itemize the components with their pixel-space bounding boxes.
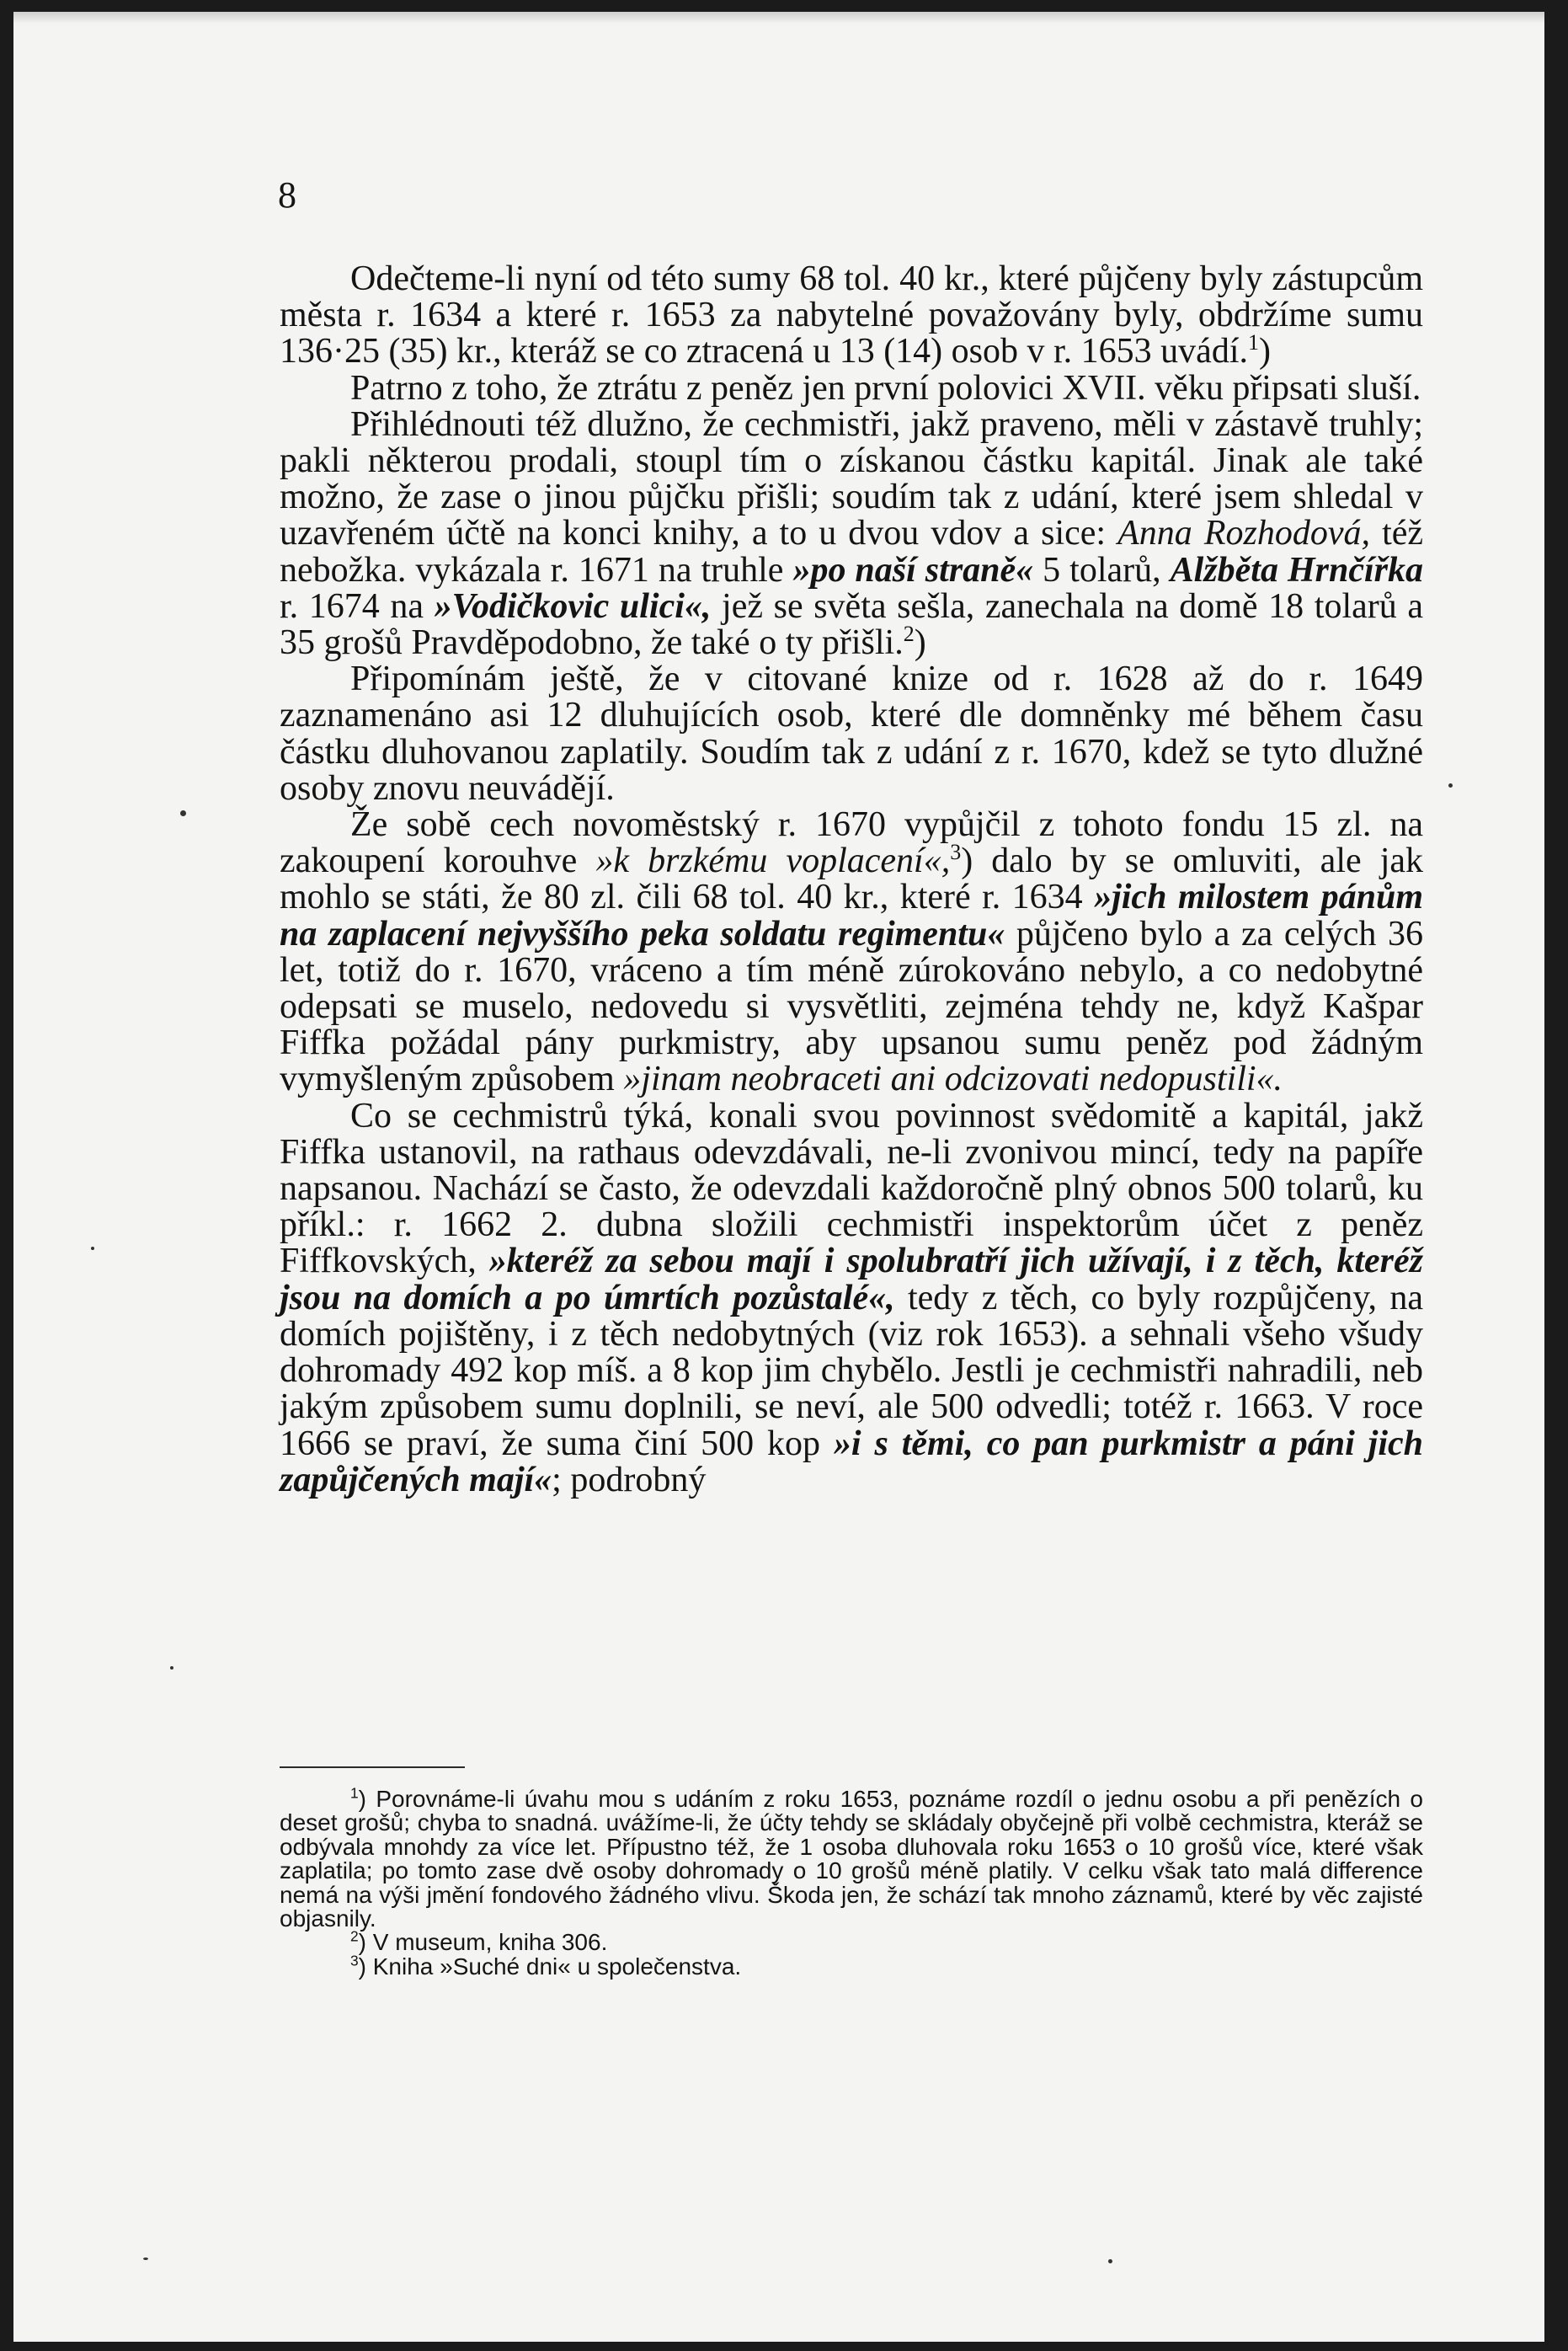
footnote-1-mark: 1 xyxy=(350,1784,359,1802)
quote-kterez-za-sebou: »kteréž za sebou mají i spolubratří jich užívají, i z těch, kteréž jsou na domích a po úmrtích pozůstalé«, xyxy=(280,1242,1424,1317)
footnote-2-mark: 2 xyxy=(350,1928,359,1946)
footnote-ref-3: 3 xyxy=(950,840,962,865)
footnote-ref-2-paren: ) xyxy=(914,623,926,663)
scan-speck xyxy=(170,1666,173,1670)
paragraph-1-text: Odečteme-li nyní od této sumy 68 tol. 40 kr., které půjčeny byly zástupcům města r. 1634 a které r. 1653 za nabytelné považovány byly, obdržíme sumu 136·25 (35) kr., kteráž se co ztracená u 13 (14) osob v r. 1653 uvádí. xyxy=(280,259,1423,371)
paragraph-3-text-d: r. 1674 na xyxy=(280,586,424,626)
footnotes xyxy=(280,1784,1423,1980)
quote-jinam-neobraceti: »jinam neobraceti ani odcizovati nedopustili«. xyxy=(623,1060,1283,1099)
scan-speck xyxy=(1108,2259,1112,2263)
footnote-2-text: ) V museum, kniha 306. xyxy=(358,1929,608,1956)
paragraph-4: Připomínám ještě, že v citované knize od r. 1628 až do r. 1649 zaznamenáno asi 12 dluhujících osob, které dle domněnky mé během času částku dluhovanou zaplatily. Soudím tak z udání z r. 1670, kdež se tyto dlužné osoby znovu neuvádějí. xyxy=(280,660,1423,808)
scan-speck xyxy=(1448,783,1453,788)
quote-jich-milostem: »jich milostem pánům na zaplacení nejvyššího peka soldatu regimentu« xyxy=(280,878,1423,954)
paragraph-5 xyxy=(280,807,1423,1098)
paragraph-3-text-c: 5 tolarů, xyxy=(1043,550,1161,590)
quote-i-s-temi: »i s těmi, co pan purkmistr a páni jich zapůjčených mají« xyxy=(280,1424,1423,1499)
paragraph-6-text-b: tedy z těch, co byly rozpůjčeny, na domích pojištěny, i z těch nedobytných (viz rok 1653). a sehnali všeho všudy dohromady 492 kop míš. a 8 kop jim chybělo. Jestli je cechmistři nahradili, neb jakým způsobem sumu doplnili, se neví, ale 500 odvedli; totéž r. 1663. V roce 1666 se praví, že suma činí 500 kop xyxy=(280,1278,1424,1463)
paragraph-3-text-b: též nebožka. vykázala r. 1671 na truhle xyxy=(280,514,1424,590)
footnote-3-text: ) Kniha »Suché dni« u společenstva. xyxy=(358,1953,742,1980)
body-text xyxy=(280,261,1423,1499)
paragraph-5-text-b: ) dalo by se omluviti, ale jak mohlo se státi, že 80 zl. čili 68 tol. 40 kr., které r. 1634 xyxy=(280,842,1424,917)
paragraph-3-text-a: Přihlédnouti též dlužno, že cechmistři, jakž praveno, měli v zástavě truhly; pakli některou prodali, stoupl tím o získanou částku kapitál. Jinak ale také možno, že zase o jinou půjčku přišli; soudím tak z udání, které jsem shledal v uzavřeném účtě na konci knihy, a to u dvou vdov a sice: xyxy=(280,404,1423,553)
scanned-page xyxy=(13,12,1544,2342)
scan-speck xyxy=(91,1247,94,1250)
paragraph-3 xyxy=(280,404,1424,663)
scan-speck xyxy=(180,810,186,816)
paragraph-3-text-e: jež se světa sešla, zanechala na domě 18 tolarů a 35 grošů Pravděpodobno, že také o ty přišli. xyxy=(280,586,1424,663)
footnote-1 xyxy=(280,1784,1423,1932)
paragraph-6 xyxy=(280,1098,1423,1499)
paragraph-2: Patrno z toho, že ztrátu z peněz jen první polovici XVII. věku připsati sluší. xyxy=(350,368,1421,408)
paragraph-5-text-c: půjčeno bylo a za celých 36 let, totiž do r. 1670, vráceno a tím méně zúrokováno nebylo, a co nedobytné odepsati se muselo, nedovedu si vysvětliti, zejména tehdy ne, když Kašpar Fiffka požádal pány purkmistry, aby upsanou sumu peněz pod žádným vymyšleným způsobem xyxy=(280,914,1424,1099)
footnote-1-text: ) Porovnáme-li úvahu mou s udáním z roku 1653, poznáme rozdíl o jednu osobu a při penězích o deset grošů; chyba to snadná. uvážíme-li, že účty tehdy se skládaly obyčejně při volbě cechmistra, kteráž se odbývala mnohdy za více let. Přípustno též, že 1 osoba dluhovala roku 1653 o 10 grošů více, které však zaplatila; po tomto zase dvě osoby dohromady o 10 grošů méně platily. V celku však tato malá difference nemá na výši jmění fondového žádného vlivu. Škoda jen, že schází tak mnoho záznamů, které by věc zajisté objasnily. xyxy=(280,1786,1423,1932)
paragraph-6-text-c: ; podrobný xyxy=(552,1460,707,1499)
footnote-ref-1-paren: ) xyxy=(1259,332,1272,371)
footnote-2 xyxy=(280,1928,1423,1956)
name-anna-rozhodova: Anna Rozhodová, xyxy=(1117,514,1370,553)
page-number: 8 xyxy=(278,174,296,216)
paragraph-6-text-a: Co se cechmistrů týká, konali svou povinnost svědomitě a kapitál, jakž Fiffka ustanovil, na rathaus odevzdávali, ne-li zvonivou mincí, tedy na papíře napsanou. Nachází se často, že odevzdali každoročně plný obnos 500 tolarů, ku příkl.: r. 1662 2. dubna složili cechmistři inspektorům účet z peněz Fiffkovských, xyxy=(280,1096,1423,1281)
footnote-3 xyxy=(280,1952,1423,1980)
scan-speck xyxy=(143,2257,148,2260)
name-alzbeta-hrncirka: Alžběta Hrnčířka xyxy=(1170,550,1424,590)
footnote-ref-1: 1 xyxy=(1248,330,1260,355)
footnote-divider xyxy=(280,1766,465,1768)
paragraph-5-text-a: Že sobě cech novoměstský r. 1670 vypůjčil z tohoto fondu 15 zl. na zakoupení korouhve xyxy=(280,805,1423,881)
footnote-ref-2: 2 xyxy=(903,622,915,647)
quote-po-nasi-strane: »po naší straně« xyxy=(792,550,1034,590)
quote-k-brzkemu-voplaceni: »k brzkému voplacení«, xyxy=(595,842,951,881)
footnote-3-mark: 3 xyxy=(350,1952,359,1969)
paragraph-1 xyxy=(280,261,1423,371)
scan-shadow xyxy=(13,12,1544,24)
quote-vodickovic-ulici: »Vodičkovic ulici«, xyxy=(434,586,712,626)
